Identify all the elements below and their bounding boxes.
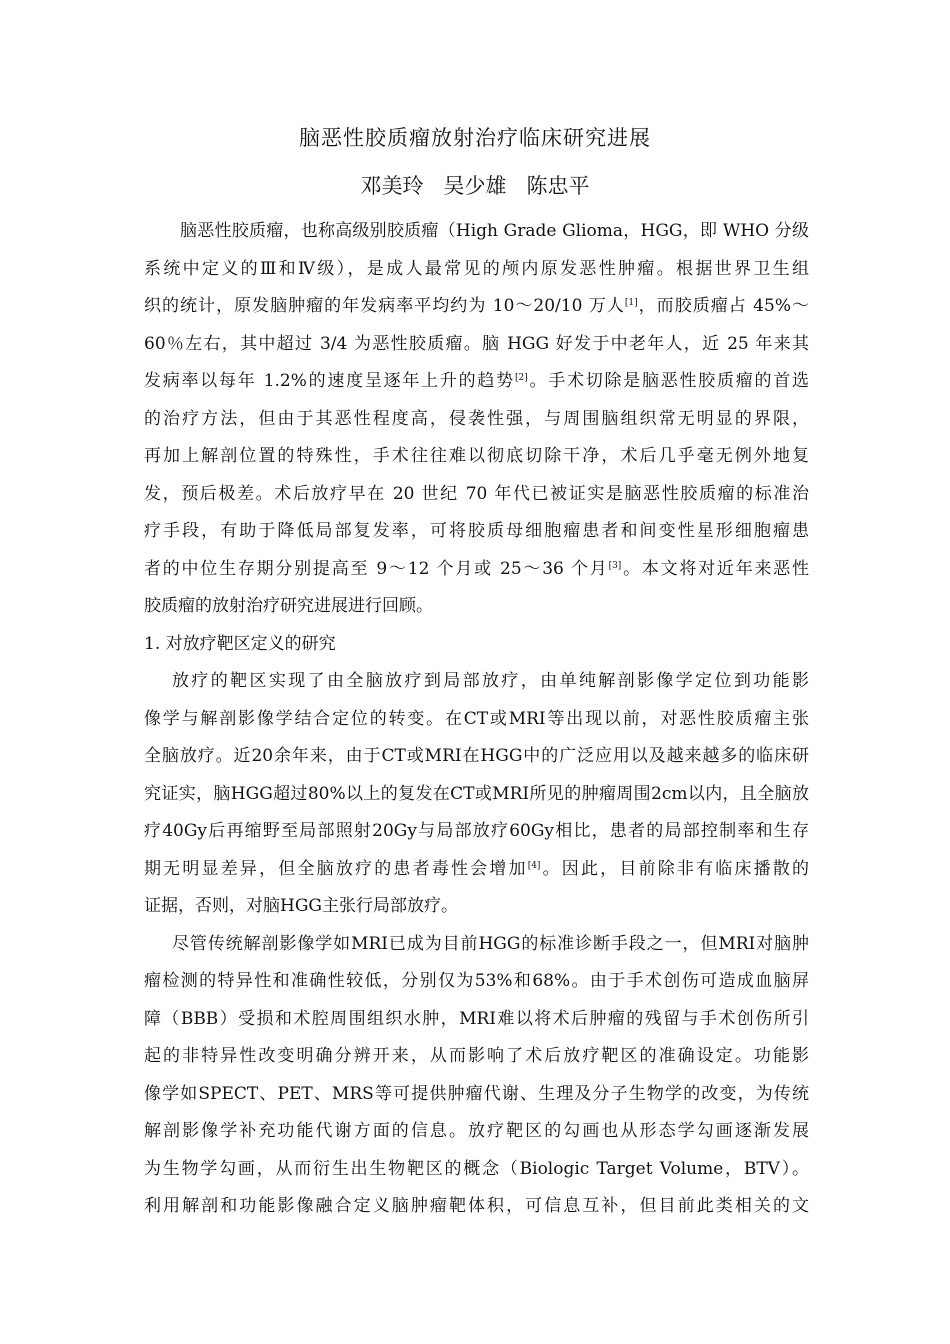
citation-ref: [2] (514, 373, 528, 383)
paragraph-line: 究证实，脑HGG超过80%以上的复发在CT或MRI所见的肿瘤周围2cm以内，且全脑放 (144, 783, 809, 804)
paragraph-line: 系统中定义的Ⅲ和Ⅳ级），是成人最常见的颅内原发恶性肿瘤。根据世界卫生组 (144, 258, 809, 279)
paragraph-line: 脑恶性胶质瘤，也称高级别胶质瘤（High Grade Glioma，HGG，即 WHO 分级 (180, 221, 809, 241)
paragraph-line: 发，预后极差。术后放疗早在 20 世纪 70 年代已被证实是脑恶性胶质瘤的标准治 (144, 483, 809, 504)
paragraph-line: 起的非特异性改变明确分辨开来，从而影响了术后放疗靶区的准确设定。功能影 (144, 1046, 809, 1066)
citation-ref: [3] (608, 560, 622, 571)
paragraph-line: 期无明显差异，但全脑放疗的患者毒性会增加[4]。因此，目前除非有临床播散的 (144, 858, 809, 879)
paragraph-line: 疗手段，有助于降低局部复发率，可将胶质母细胞瘤患者和间变性星形细胞瘤患 (144, 521, 809, 541)
paragraph-line: 像学如SPECT、PET、MRS等可提供肿瘤代谢、生理及分子生物学的改变，为传统 (144, 1083, 809, 1104)
paragraph-line: 织的统计，原发脑肿瘤的年发病率平均约为 10～20/10 万人[1]，而胶质瘤占 45%～ (144, 296, 809, 316)
paragraph-line: 者的中位生存期分别提高至 9～12 个月或 25～36 个月[3]。本文将对近年来恶性 (144, 558, 809, 579)
article-title: 脑恶性胶质瘤放射治疗临床研究进展 (299, 126, 651, 150)
paragraph-line: 60％左右，其中超过 3/4 为恶性胶质瘤。脑 HGG 好发于中老年人，近 25 年来其 (144, 333, 809, 354)
paragraph-line: 再加上解剖位置的特殊性，手术往往难以彻底切除干净，术后几乎毫无例外地复 (144, 446, 809, 466)
paragraph-line: 疗40Gy后再缩野至局部照射20Gy与局部放疗60Gy相比，患者的局部控制率和生存 (144, 821, 809, 841)
paragraph-line: 的治疗方法，但由于其恶性程度高，侵袭性强，与周围脑组织常无明显的界限， (144, 408, 809, 429)
paragraph-line: 尽管传统解剖影像学如MRI已成为目前HGG的标准诊断手段之一，但MRI对脑肿 (172, 933, 809, 954)
paragraph-line: 发病率以每年 1.2%的速度呈逐年上升的趋势[2]。手术切除是脑恶性胶质瘤的首选 (144, 371, 809, 391)
paragraph-line: 瘤检测的特异性和准确性较低，分别仅为53%和68%。由于手术创伤可造成血脑屏 (144, 971, 809, 991)
paragraph-line: 为生物学勾画，从而衍生出生物靶区的概念（Biologic Target Volume，BTV）。 (144, 1158, 809, 1179)
paragraph-line: 解剖影像学补充功能代谢方面的信息。放疗靶区的勾画也从形态学勾画逐渐发展 (144, 1121, 809, 1141)
paragraph-line: 障（BBB）受损和术腔周围组织水肿，MRI难以将术后肿瘤的残留与手术创伤所引 (144, 1008, 809, 1029)
paragraph-line: 全脑放疗。近20余年来，由于CT或MRI在HGG中的广泛应用以及越来越多的临床研 (144, 746, 809, 766)
article-authors: 邓美玲 吴少雄 陈忠平 (360, 174, 590, 198)
paragraph-line: 证据，否则，对脑HGG主张行局部放疗。 (144, 896, 458, 916)
citation-ref: [1] (624, 298, 638, 308)
citation-ref: [4] (527, 860, 541, 871)
paragraph-line: 像学与解剖影像学结合定位的转变。在CT或MRI等出现以前，对恶性胶质瘤主张 (144, 708, 809, 729)
section-heading: 1. 对放疗靶区定义的研究 (144, 633, 336, 654)
article-body (144, 219, 809, 1232)
paragraph-line: 胶质瘤的放射治疗研究进展进行回顾。 (144, 596, 433, 616)
paragraph-line: 利用解剖和功能影像融合定义脑肿瘤靶体积，可信息互补，但目前此类相关的文 (144, 1196, 809, 1216)
paragraph-line: 放疗的靶区实现了由全脑放疗到局部放疗，由单纯解剖影像学定位到功能影 (172, 671, 809, 691)
